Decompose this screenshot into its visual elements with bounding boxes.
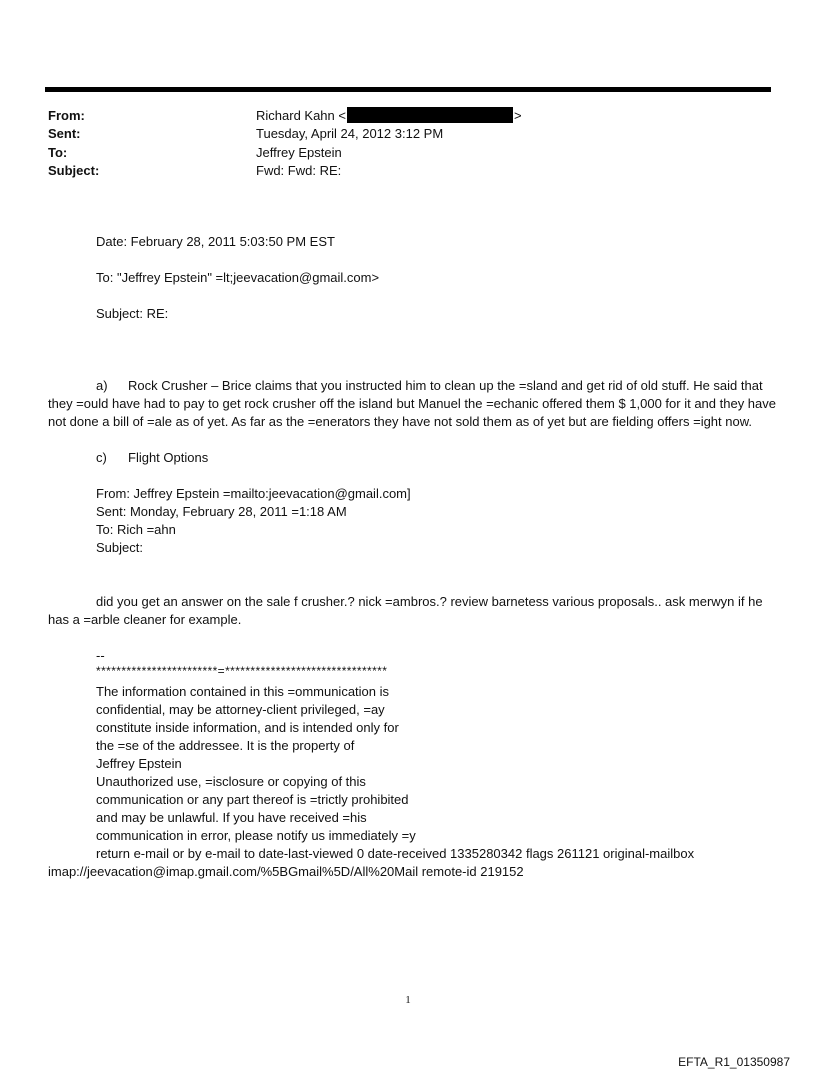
sig-line: confidential, may be attorney-client privileged, =ay	[96, 702, 385, 717]
item-a-text: Rock Crusher – Brice claims that you instructed him to clean up the =sland and get rid of old stuff. He said that they =ould have had to pay to get rock crusher off the island but Manuel the =echanic offered them $ 1,000 for it and they have not done a bill of =ale as of yet. As far as the =enerators they have not sold them as of yet but are fielding offers =ight now.	[48, 378, 776, 429]
item-c-text: Flight Options	[128, 450, 209, 465]
sig-line: the =se of the addressee. It is the property of	[96, 738, 355, 753]
fwd2-sent: Sent: Monday, February 28, 2011 =1:18 AM	[96, 504, 347, 519]
sig-line: The information contained in this =ommunication is	[96, 684, 390, 699]
sig-line: Jeffrey Epstein	[96, 756, 182, 771]
from-value	[256, 107, 522, 125]
redaction-block	[347, 107, 513, 123]
sig-line: communication in error, please notify us immediately =y	[96, 828, 416, 843]
fwd1-date: Date: February 28, 2011 5:03:50 PM EST	[96, 234, 335, 249]
sig-dashes: --	[96, 648, 105, 663]
fwd2-subject: Subject:	[96, 540, 143, 555]
sent-label: Sent:	[48, 126, 81, 141]
page-number: 1	[405, 994, 411, 1006]
sig-line: Unauthorized use, =isclosure or copying of this	[96, 774, 366, 789]
sig-line: communication or any part thereof is =trictly prohibited	[96, 792, 409, 807]
sig-line: constitute inside information, and is intended only for	[96, 720, 399, 735]
from-suffix: >	[513, 108, 522, 123]
fwd1-to: To: "Jeffrey Epstein" =lt;jeevacation@gmail.com>	[96, 270, 380, 285]
header-rule	[45, 87, 771, 92]
to-label: To:	[48, 145, 68, 160]
item-c	[96, 449, 208, 467]
from-name: Richard Kahn <	[256, 108, 346, 123]
sig-line: and may be unlawful. If you have received =his	[96, 810, 367, 825]
sig-stars: ************************=********************************	[96, 664, 388, 678]
from-label: From:	[48, 108, 85, 123]
subject-label: Subject:	[48, 163, 100, 178]
message-body: did you get an answer on the sale f crusher.? nick =ambros.? review barnetess various proposals.. ask merwyn if he has a =arble cleaner for example.	[48, 594, 763, 627]
sig-last-line: return e-mail or by e-mail to date-last-viewed 0 date-received 1335280342 flags 261121 original-mailbox imap://jeevacation@imap.gmail.com/%5BGmail%5D/All%20Mail remote-id 219152	[48, 846, 695, 879]
document-id: EFTA_R1_01350987	[678, 1055, 790, 1069]
item-a-marker: a)	[96, 378, 108, 393]
sent-value: Tuesday, April 24, 2012 3:12 PM	[256, 126, 444, 141]
to-value: Jeffrey Epstein	[256, 145, 342, 160]
fwd2-from: From: Jeffrey Epstein =mailto:jeevacation@gmail.com]	[96, 486, 411, 501]
fwd1-subject: Subject: RE:	[96, 306, 169, 321]
item-c-marker: c)	[96, 450, 107, 465]
fwd2-to: To: Rich =ahn	[96, 522, 176, 537]
item-a	[48, 377, 778, 431]
subject-value: Fwd: Fwd: RE:	[256, 163, 342, 178]
